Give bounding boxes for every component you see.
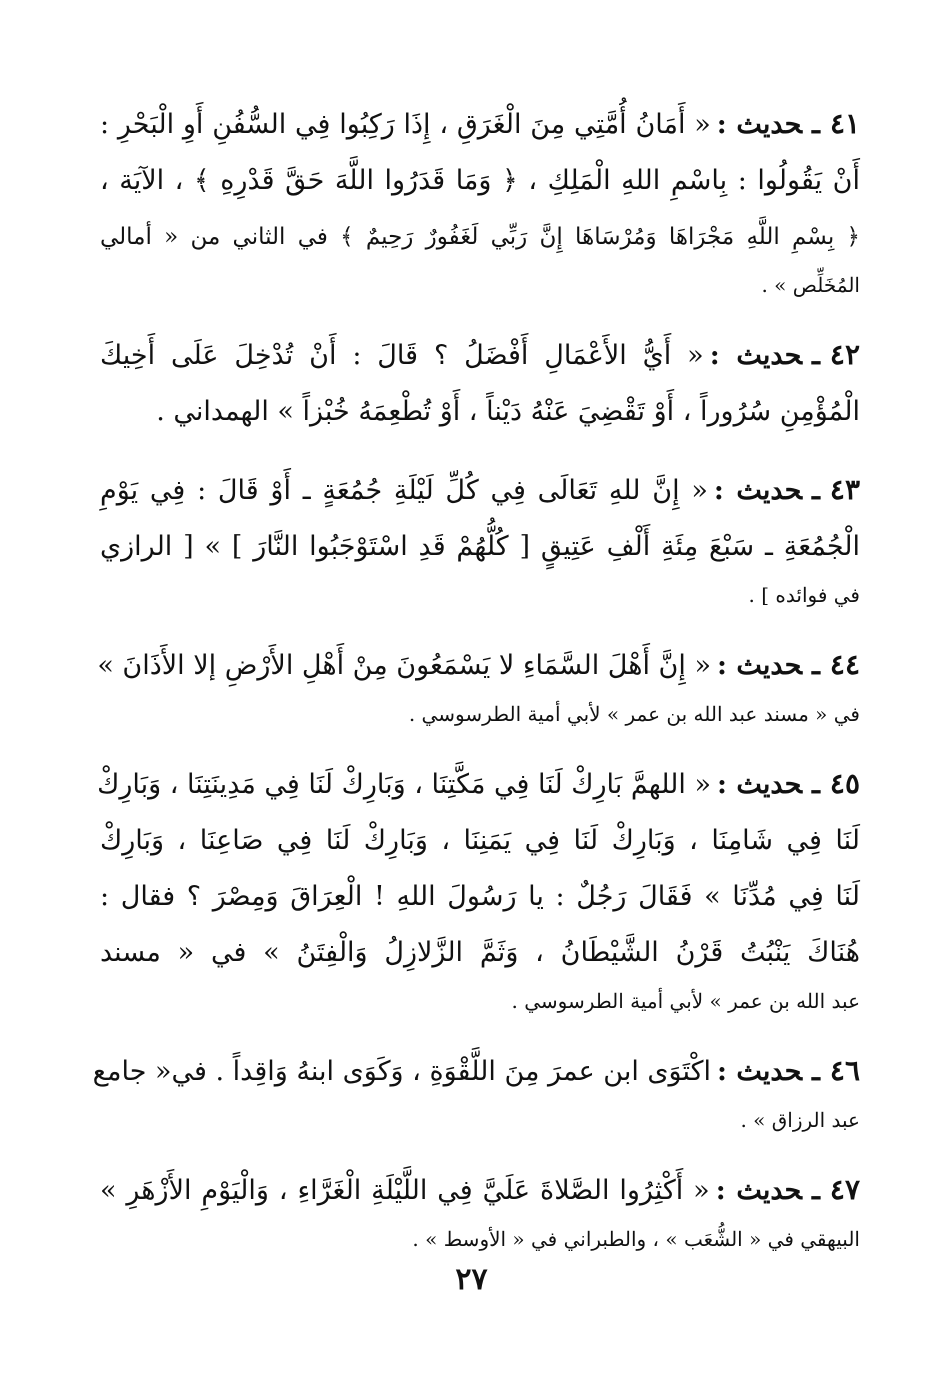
entry-dash: ـ bbox=[812, 650, 820, 681]
page-number: ٢٧ bbox=[455, 1262, 488, 1297]
entry-text: « اللهمَّ بَارِكْ لَنَا فِي مَكَّتِنَا ، وَبَارِكْ لَنَا فِي مَدِينَتِنَا ، وَبَارِكْ bbox=[97, 769, 711, 800]
entry-line bbox=[100, 327, 860, 384]
entry-line: الْمُؤْمِنِ سُرُوراً ، أَوْ تَقْضِيَ عَنْهُ دَيْناً ، أَوْ تُطْعِمَهُ خُبْزاً » الهمداني . bbox=[156, 396, 860, 427]
hadith-entry-41 bbox=[100, 96, 860, 305]
entry-label: حديث : bbox=[717, 769, 802, 800]
entry-dash: ـ bbox=[812, 340, 820, 371]
entry-line: البيهقي في « الشُّعَب » ، والطبراني في « الأوسط » . bbox=[412, 1227, 860, 1251]
entry-label: حديث : bbox=[717, 1056, 802, 1087]
entry-line: عبد الرزاق » . bbox=[740, 1108, 860, 1132]
entry-line bbox=[97, 637, 860, 694]
entry-line bbox=[97, 756, 860, 813]
entry-label: حديث : bbox=[716, 109, 803, 140]
entry-line: لَنَا فِي مُدِّنَا » فَقَالَ رَجُلٌ : يا رَسُولَ اللهِ ! الْعِرَاقَ وَمِصْرَ ؟ فقال : bbox=[100, 881, 860, 912]
entry-number: ٤١ bbox=[829, 107, 861, 140]
entry-dash: ـ bbox=[812, 769, 820, 800]
entry-line: عبد الله بن عمر » لأبي أمية الطرسوسي . bbox=[511, 989, 860, 1013]
hadith-entry-45 bbox=[97, 756, 860, 1021]
entry-dash: ـ bbox=[812, 1056, 820, 1087]
entry-line: في فوائده ] . bbox=[748, 583, 860, 607]
entry-label: حديث : bbox=[715, 1175, 802, 1206]
entry-line: لَنَا فِي شَامِنَا ، وَبَارِكْ لَنَا فِي يَمَنِنَا ، وَبَارِكْ لَنَا فِي صَاعِنَا ، وَبَارِكْ bbox=[100, 825, 860, 856]
entry-text: « أَيُّ الأَعْمَالِ أَفْضَلُ ؟ قَالَ : أَنْ تُدْخِلَ عَلَى أَخِيكَ bbox=[100, 340, 704, 371]
entry-number: ٤٦ bbox=[829, 1054, 860, 1087]
entry-number: ٤٤ bbox=[829, 648, 860, 681]
entry-line: أَنْ يَقُولُوا : بِاسْمِ اللهِ الْمَلِكِ ، ﴿ وَمَا قَدَرُوا اللَّهَ حَقَّ قَدْرِهِ ﴾ ، الآيَة ، bbox=[100, 165, 860, 196]
entry-dash: ـ bbox=[812, 109, 820, 140]
entry-text: « إِنَّ أَهْلَ السَّمَاءِ لا يَسْمَعُونَ مِنْ أَهْلِ الأَرْضِ إلا الأَذَانَ » bbox=[97, 650, 711, 681]
hadith-entry-46 bbox=[92, 1043, 860, 1140]
entry-text: « أَمَانُ أُمَّتِي مِنَ الْغَرَقِ ، إِذَا رَكِبُوا فِي السُّفُنِ أَوِ الْبَحْرِ : bbox=[100, 109, 711, 140]
entry-line bbox=[100, 462, 860, 519]
entry-line: هُنَاكَ يَنْبُتُ قَرْنُ الشَّيْطَانُ ، وَثَمَّ الزَّلازِلُ وَالْفِتَنُ » في « مسند bbox=[100, 937, 860, 968]
entry-number: ٤٢ bbox=[829, 338, 860, 371]
hadith-entry-47 bbox=[100, 1162, 860, 1259]
entry-line: الْجُمُعَةِ ـ سَبْعَ مِئَةِ أَلْفِ عَتِيقٍ [ كُلُّهُمْ قَدِ اسْتَوْجَبُوا النَّارَ ] » [ الرازي bbox=[100, 531, 860, 562]
entry-number: ٤٣ bbox=[829, 473, 860, 506]
entry-label: حديث : bbox=[713, 475, 802, 506]
hadith-entry-44 bbox=[97, 637, 860, 734]
entry-text: اكْتَوَى ابن عمرَ مِنَ اللَّقْوَةِ ، وَكَوَى ابنهُ وَاقِداً . في« جامع bbox=[92, 1056, 711, 1087]
entry-number: ٤٥ bbox=[829, 767, 860, 800]
entry-label: حديث : bbox=[709, 340, 802, 371]
entry-dash: ـ bbox=[812, 475, 820, 506]
entry-number: ٤٧ bbox=[829, 1173, 860, 1206]
entry-label: حديث : bbox=[717, 650, 802, 681]
entry-line bbox=[100, 1162, 860, 1219]
entry-text: « أَكْثِرُوا الصَّلاةَ عَلَيَّ فِي اللَّيْلَةِ الْغَرَّاءِ ، وَالْيَوْمِ الأَزْهَرِ » bbox=[100, 1175, 710, 1206]
entry-text: « إِنَّ للهِ تَعَالَى فِي كُلِّ لَيْلَةِ جُمُعَةٍ ـ أَوْ قَالَ : فِي يَوْمِ bbox=[100, 475, 708, 506]
entry-line bbox=[92, 1043, 860, 1100]
entry-line: المُخَلِّص » . bbox=[761, 273, 860, 297]
hadith-entry-43 bbox=[100, 462, 860, 615]
entry-line bbox=[100, 96, 860, 153]
entry-line: في « مسند عبد الله بن عمر » لأبي أمية الطرسوسي . bbox=[408, 702, 860, 726]
entry-dash: ـ bbox=[812, 1175, 820, 1206]
entry-line: ﴿ بِسْمِ اللَّهِ مَجْرَاهَا وَمُرْسَاهَا إِنَّ رَبِّي لَغَفُورٌ رَحِيمٌ ﴾ في الثاني من « أمالي bbox=[100, 224, 860, 250]
hadith-list bbox=[92, 96, 861, 1281]
hadith-entry-42 bbox=[100, 327, 860, 440]
